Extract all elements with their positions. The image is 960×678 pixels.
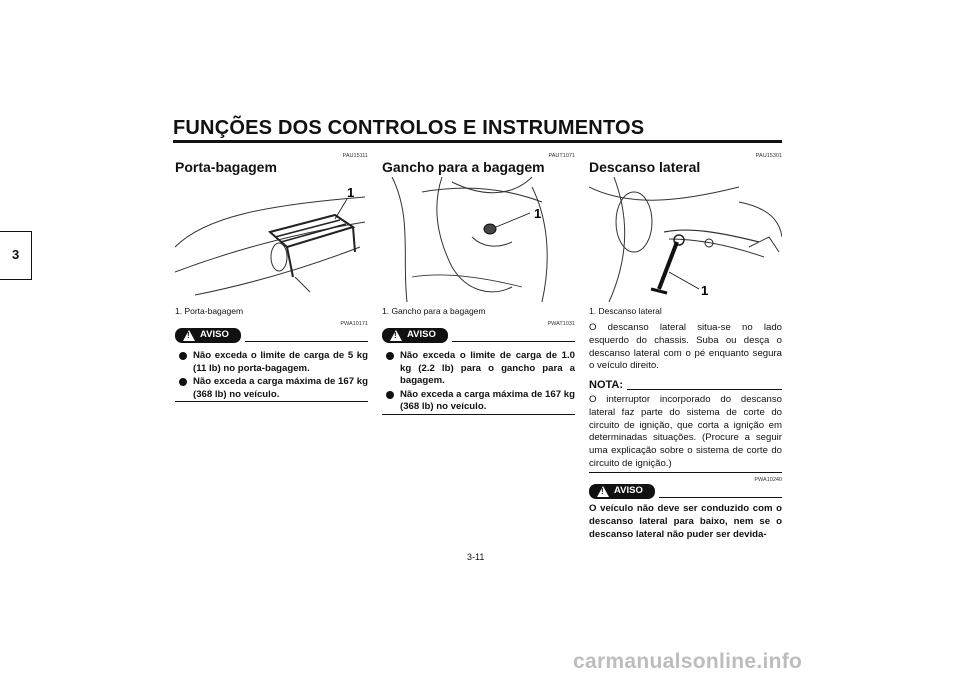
list-item: Não exceda a carga máxima de 167 kg (368 lb) no veículo.	[382, 389, 575, 414]
warning-rule	[245, 341, 368, 342]
page-number: 3-11	[467, 552, 485, 562]
note-end-rule	[589, 472, 782, 473]
section-heading: Gancho para a bagagem	[382, 159, 545, 175]
page-title: FUNÇÕES DOS CONTROLOS E INSTRUMENTOS	[173, 117, 645, 139]
figure-caption: 1. Descanso lateral	[589, 306, 662, 316]
warning-text: O veículo não deve ser conduzido com o descanso lateral para baixo, nem se o descanso lateral não puder ser devida-	[589, 503, 782, 540]
section-code: PAU15111	[342, 153, 368, 159]
figure-caption: 1. Porta-bagagem	[175, 306, 244, 316]
header-rule	[173, 140, 782, 143]
warning-rule	[452, 341, 575, 342]
exclamation-icon: !	[187, 331, 190, 340]
list-item: Não exceda o limite de carga de 1.0 kg (2.2 lb) para o gancho para a bagagem.	[382, 350, 575, 388]
figure-caption: 1. Gancho para a bagagem	[382, 306, 486, 316]
warning-rule	[659, 497, 782, 498]
chapter-number: 3	[12, 247, 20, 262]
warning-badge: ! AVISO	[175, 328, 241, 343]
exclamation-icon: !	[601, 487, 604, 496]
warning-code: PWAT1031	[547, 321, 575, 327]
warning-box	[175, 321, 368, 408]
figure-callout: 1	[347, 185, 355, 200]
watermark: carmanualsonline.info	[573, 650, 803, 673]
list-item: Não exceda a carga máxima de 167 kg (368 lb) no veículo.	[175, 376, 368, 401]
warning-badge: ! AVISO	[589, 484, 655, 499]
warning-list	[175, 350, 368, 402]
figure-luggage-rack	[175, 177, 368, 302]
note-rule	[627, 389, 782, 390]
figure-callout: 1	[534, 206, 542, 221]
bullet-icon	[179, 352, 187, 360]
exclamation-icon: !	[394, 331, 397, 340]
figure-side-stand	[589, 177, 782, 302]
warning-list	[382, 350, 575, 415]
section-heading: Porta-bagagem	[175, 159, 277, 175]
figure-luggage-hook	[382, 177, 575, 302]
warning-code: PWA10171	[340, 321, 368, 327]
bullet-icon	[179, 378, 187, 386]
note-title: NOTA:	[589, 379, 624, 391]
warning-end-rule	[382, 414, 575, 415]
list-item: Não exceda o limite de carga de 5 kg (11 lb) no porta-bagagem.	[175, 350, 368, 375]
bullet-icon	[386, 352, 394, 360]
note-text: O interruptor incorporado do descanso lateral faz parte do sistema de corte do circuito de ignição, que corta a ignição em determinadas situações. (Procure a seguir uma explicação sobre o sistema de corte do circuito de ignição.)	[589, 394, 782, 469]
warning-badge: ! AVISO	[382, 328, 448, 343]
body-text: O descanso lateral situa-se no lado esquerdo do chassis. Suba ou desça o descanso lateral com o pé enquanto segura o veículo direito.	[589, 322, 782, 372]
warning-end-rule	[175, 401, 368, 402]
warning-box	[382, 321, 575, 420]
section-heading: Descanso lateral	[589, 159, 701, 175]
bullet-icon	[386, 391, 394, 399]
warning-box	[589, 484, 782, 504]
section-code: PAUT1071	[548, 153, 575, 159]
figure-callout: 1	[701, 283, 709, 298]
section-code: PAU15301	[755, 153, 782, 159]
warning-code: PWA10240	[754, 477, 782, 483]
